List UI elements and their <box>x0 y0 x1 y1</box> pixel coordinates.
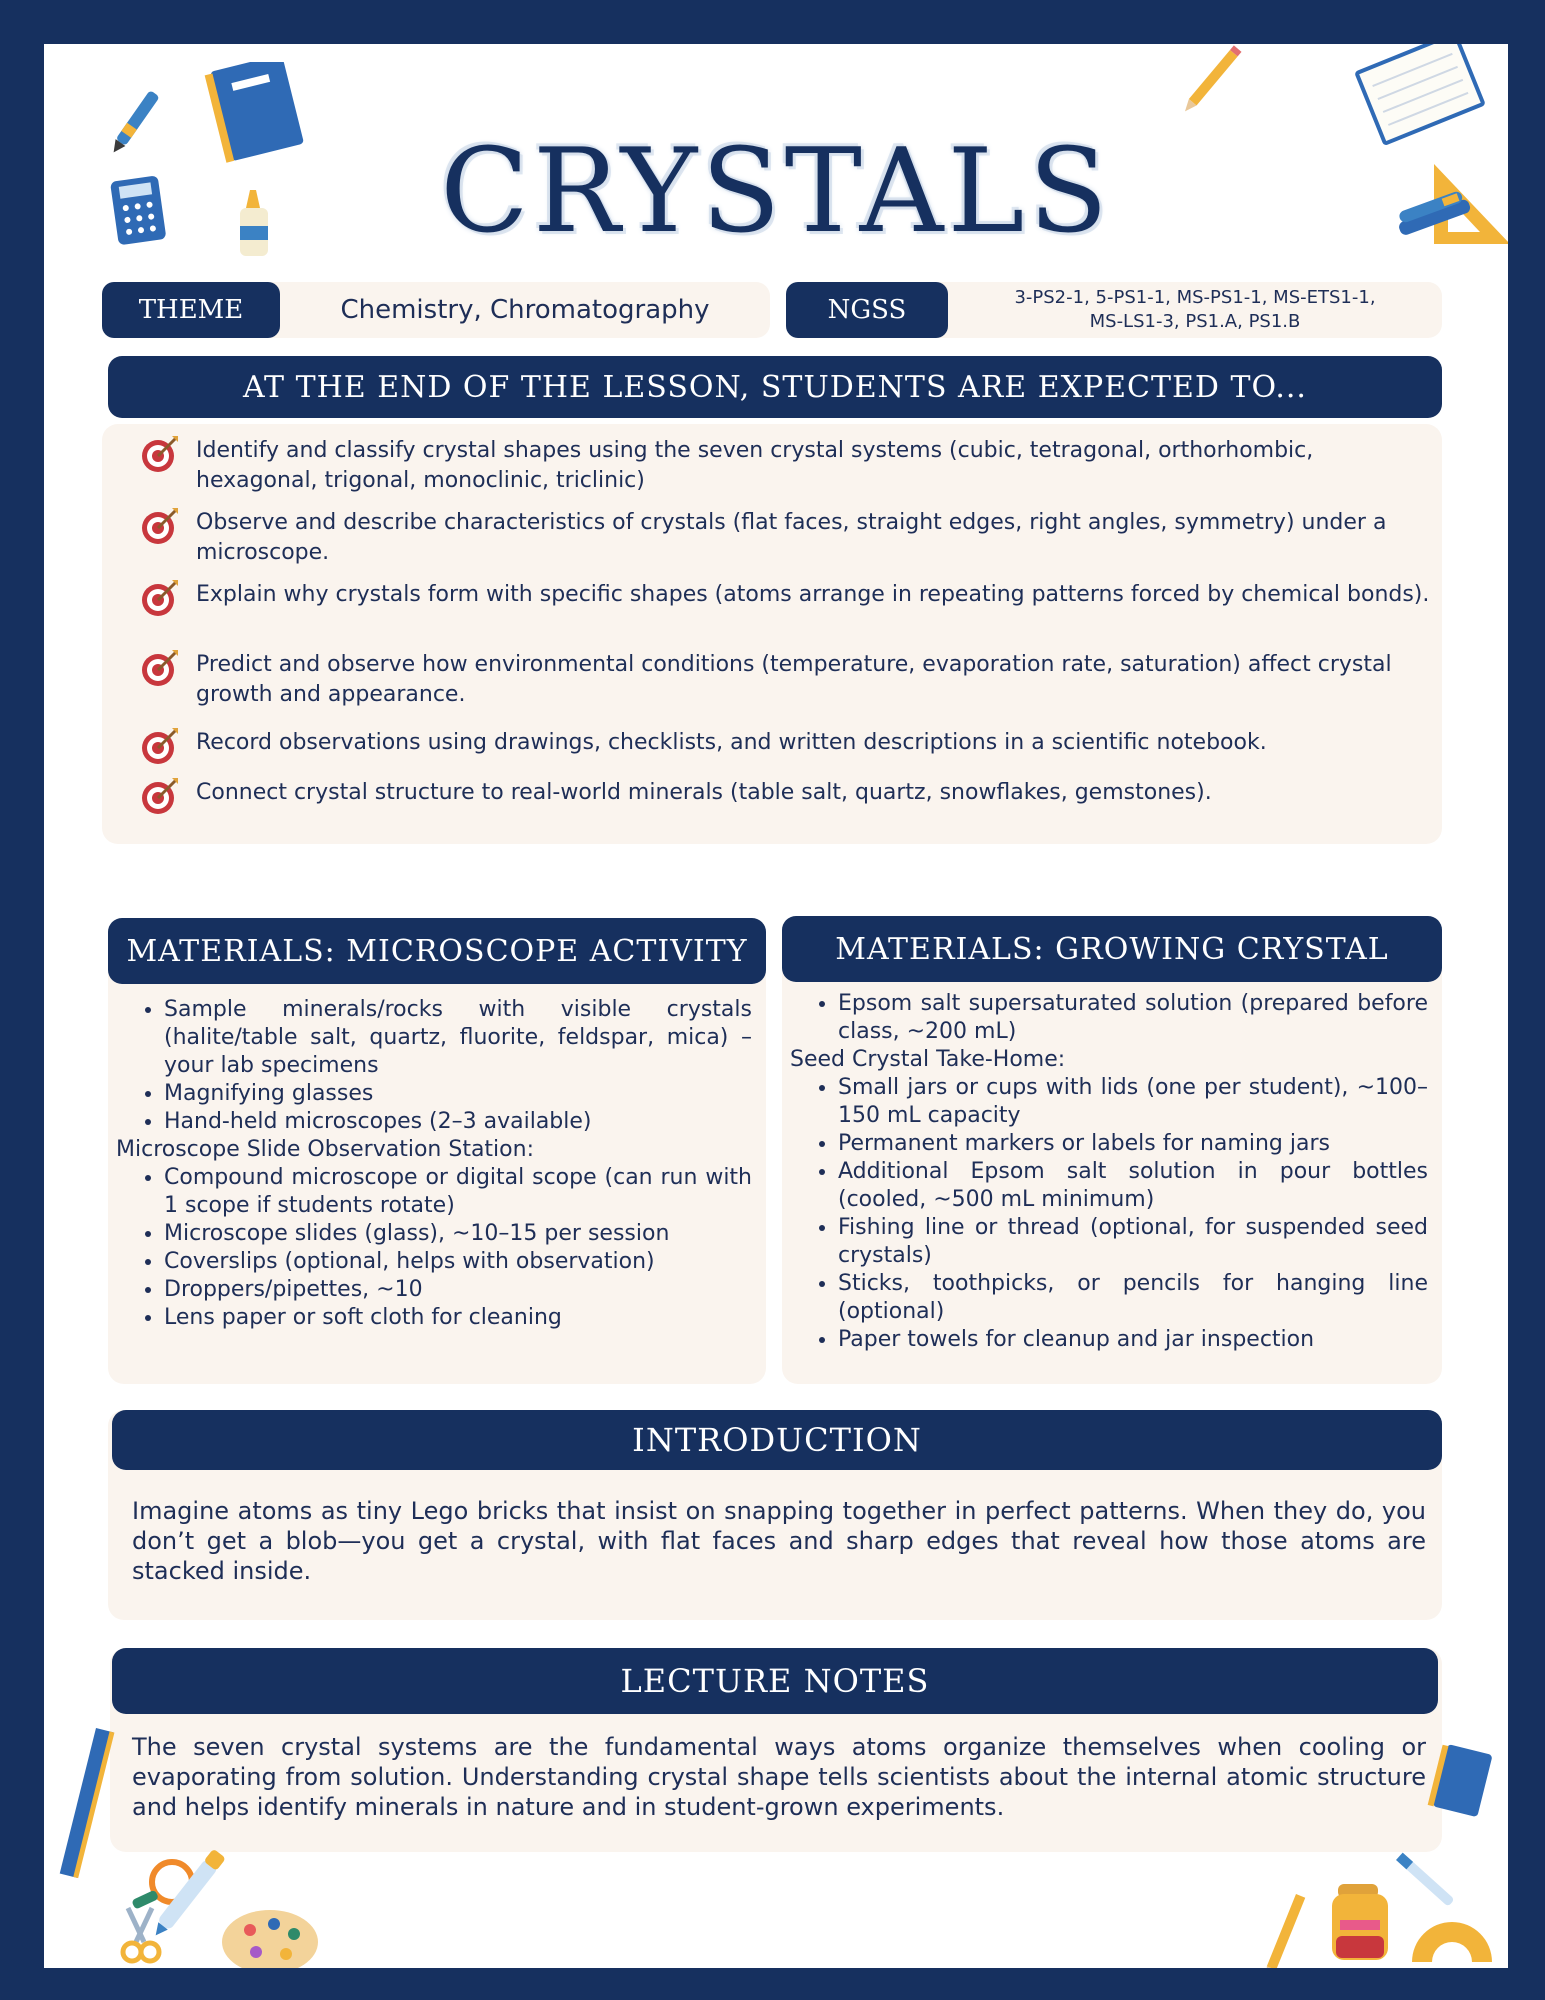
objective-text: Connect crystal structure to real-world minerals (table salt, quartz, snowflakes, gemstones). <box>196 780 1212 805</box>
pen-icon <box>1396 1853 1455 1907</box>
objectives-header: AT THE END OF THE LESSON, STUDENTS ARE EXPECTED TO... <box>108 356 1442 418</box>
objective-item <box>140 436 1430 496</box>
lecture-header: LECTURE NOTES <box>112 1648 1438 1714</box>
materials-growing-header: MATERIALS: GROWING CRYSTAL <box>782 916 1442 982</box>
worksheet-page <box>44 44 1508 1968</box>
materials-growing-list <box>790 990 1428 1354</box>
backpack-icon <box>1332 1884 1388 1960</box>
objective-text: Observe and describe characteristics of crystals (flat faces, straight edges, right angles, symmetry) under a microscope. <box>196 510 1387 565</box>
target-icon <box>140 726 180 766</box>
list-item: • Additional Epsom salt solution in pour bottles (cooled, ~500 mL minimum) <box>838 1158 1428 1214</box>
list-item: • Hand-held microscopes (2–3 available) <box>164 1108 752 1136</box>
ngss-line: MS-LS1-3, PS1.A, PS1.B <box>1089 311 1301 332</box>
objective-item <box>140 728 1430 766</box>
ruler-icon <box>60 1728 115 1878</box>
book-icon <box>1428 1744 1493 1817</box>
list-item: • Droppers/pipettes, ~10 <box>164 1276 752 1304</box>
list-item: • Lens paper or soft cloth for cleaning <box>164 1304 752 1332</box>
list-item: • Magnifying glasses <box>164 1080 752 1108</box>
list-item: • Small jars or cups with lids (one per student), ~100–150 mL capacity <box>838 1074 1428 1130</box>
ngss-label: NGSS <box>786 282 948 338</box>
objective-item <box>140 580 1430 618</box>
sub-heading: Seed Crystal Take-Home: <box>790 1047 1066 1072</box>
objective-text: Predict and observe how environmental conditions (temperature, evaporation rate, saturation) affect crystal growth and appearance. <box>196 652 1392 707</box>
objective-text: Explain why crystals form with specific shapes (atoms arrange in repeating patterns forced by chemical bonds). <box>196 582 1430 607</box>
ngss-line: 3-PS2-1, 5-PS1-1, MS-PS1-1, MS-ETS1-1, <box>1014 287 1376 308</box>
target-icon <box>140 578 180 618</box>
objective-text: Record observations using drawings, checklists, and written descriptions in a scientific notebook. <box>196 730 1267 755</box>
scissors-icon <box>123 1908 159 1961</box>
list-item: • Compound microscope or digital scope (can run with 1 scope if students rotate) <box>164 1164 752 1220</box>
target-icon <box>140 648 180 688</box>
target-icon <box>140 506 180 546</box>
objective-item <box>140 650 1430 710</box>
lecture-text: The seven crystal systems are the fundamental ways atoms organize themselves when cooling or evaporating from solution. Understanding crystal shape tells scientists about the internal atomic structure and helps identify minerals in nature and in student-grown experiments. <box>132 1733 1426 1821</box>
list-item: • Coverslips (optional, helps with observation) <box>164 1248 752 1276</box>
list-item: • Microscope slides (glass), ~10–15 per session <box>164 1220 752 1248</box>
school-supplies-clipart <box>56 1708 356 1968</box>
theme-value: Chemistry, Chromatography <box>340 295 710 325</box>
list-item: • Permanent markers or labels for naming jars <box>838 1130 1428 1158</box>
materials-microscope-header: MATERIALS: MICROSCOPE ACTIVITY <box>108 918 766 984</box>
protractor-icon <box>1412 1922 1492 1962</box>
sub-heading: Microscope Slide Observation Station: <box>116 1137 534 1162</box>
target-icon <box>140 776 180 816</box>
target-icon <box>140 434 180 474</box>
objective-item <box>140 778 1430 816</box>
school-supplies-clipart <box>1184 1744 1508 1968</box>
list-item: • Paper towels for cleanup and jar inspection <box>838 1326 1428 1354</box>
materials-microscope-list <box>116 996 752 1332</box>
pencil-icon <box>1262 1894 1305 1968</box>
list-item: • Sticks, toothpicks, or pencils for hanging line (optional) <box>838 1270 1428 1326</box>
pencil-icon <box>1181 45 1241 114</box>
theme-label: THEME <box>102 282 280 338</box>
list-item: • Fishing line or thread (optional, for suspended seed crystals) <box>838 1214 1428 1270</box>
paint-palette-icon <box>222 1910 318 1968</box>
list-item: • Epsom salt supersaturated solution (prepared before class, ~200 mL) <box>838 990 1428 1046</box>
page-title: CRYSTALS <box>440 124 1112 259</box>
introduction-header: INTRODUCTION <box>112 1410 1442 1470</box>
list-item: • Sample minerals/rocks with visible crystals (halite/table salt, quartz, fluorite, feldspar, mica) – your lab specimens <box>164 996 752 1080</box>
introduction-text: Imagine atoms as tiny Lego bricks that insist on snapping together in perfect patterns. When they do, you don’t get a blob—you get a crystal, with flat faces and sharp edges that reveal how those atoms are stacked inside. <box>132 1497 1426 1585</box>
objective-item <box>140 508 1430 568</box>
objective-text: Identify and classify crystal shapes using the seven crystal systems (cubic, tetragonal, orthorhombic, hexagonal, trigonal, monoclinic, triclinic) <box>196 438 1314 493</box>
ngss-standards <box>948 280 1442 340</box>
